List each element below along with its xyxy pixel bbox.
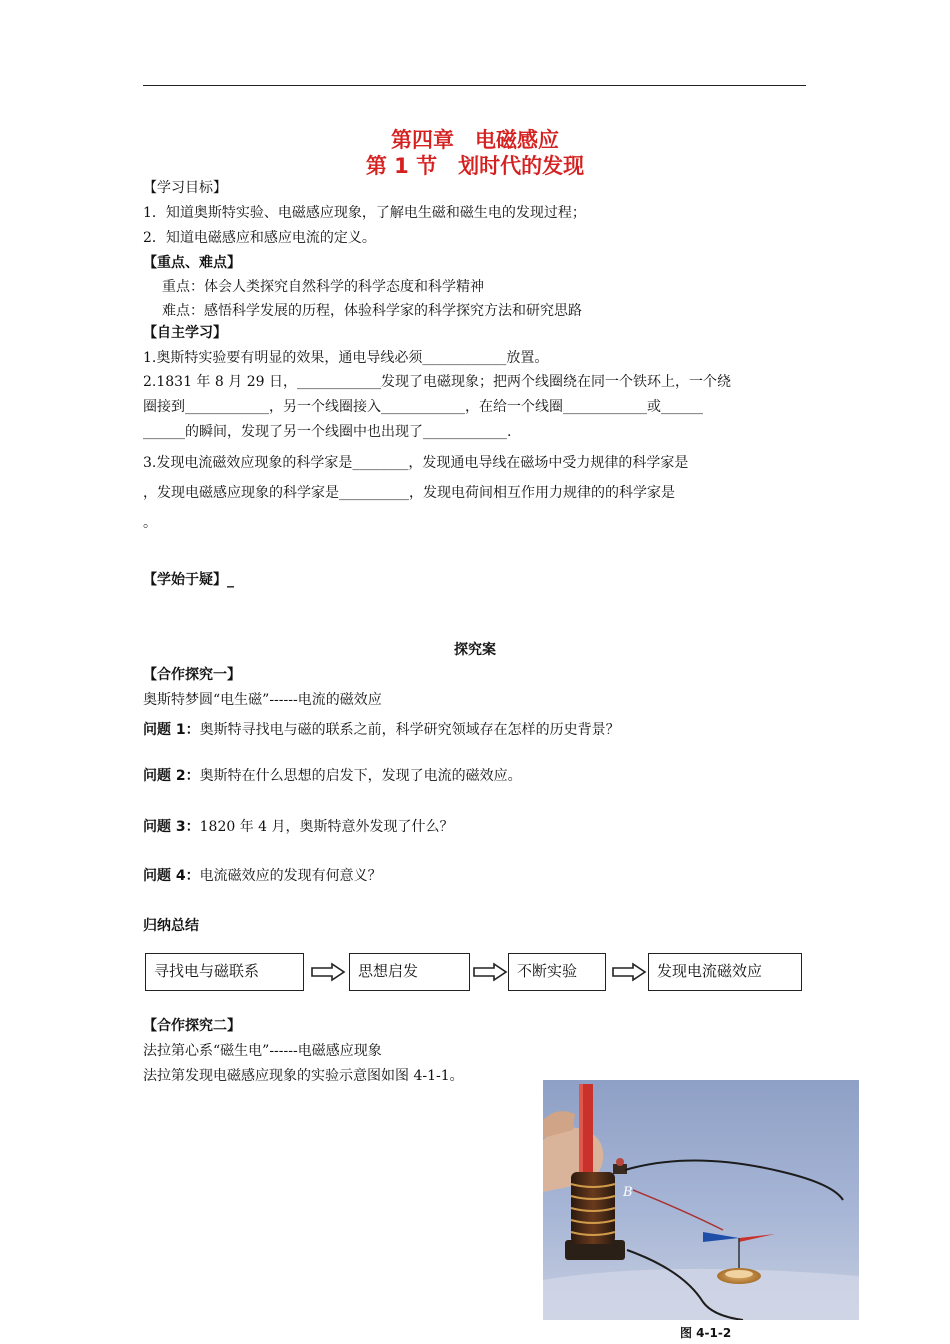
- self-study-question-2-line-3: ______的瞬间，发现了另一个线圈中也出现了____________.: [143, 424, 512, 440]
- inquiry-part-1-heading: 【合作探究一】: [143, 667, 241, 683]
- inquiry-part-2-subtitle: 法拉第心系“磁生电”------电磁感应现象: [143, 1043, 382, 1059]
- question-3-text: 1820 年 4 月，奥斯特意外发现了什么？: [199, 819, 454, 835]
- question-4-text: 电流磁效应的发现有何意义？: [199, 868, 382, 884]
- faraday-experiment-photo: [543, 1080, 859, 1320]
- goals-heading: 【学习目标】: [143, 180, 227, 196]
- chapter-title: 第四章 电磁感应: [391, 128, 559, 152]
- self-study-question-3-line-1: 3.发现电流磁效应现象的科学家是________，发现通电导线在磁场中受力规律的科学家是: [143, 455, 689, 471]
- question-1-text: 奥斯特寻找电与磁的联系之前，科学研究领域存在怎样的历史背景？: [199, 722, 620, 738]
- header-rule: [143, 85, 806, 86]
- flow-arrow-icon: [611, 962, 647, 982]
- self-study-heading: 【自主学习】: [143, 325, 227, 341]
- key-points-heading: 【重点、难点】: [143, 255, 241, 271]
- self-study-question-2-line-2: 圈接到____________，另一个线圈接入____________，在给一个线圈____________或______: [143, 399, 703, 415]
- section-title: 第 1 节 划时代的发现: [365, 154, 585, 178]
- self-study-question-1: 1.奥斯特实验要有明显的效果，通电导线必须____________放置。: [143, 350, 549, 366]
- goal-item-1: 1．知道奥斯特实验、电磁感应现象，了解电生磁和磁生电的发现过程；: [143, 205, 586, 221]
- self-study-question-3-line-3: 。: [143, 515, 157, 531]
- flow-step-2: 思想启发: [349, 953, 470, 991]
- flow-step-3: 不断实验: [508, 953, 606, 991]
- self-study-question-2-line-1: 2.1831 年 8 月 29 日，____________发现了电磁现象；把两个线圈绕在同一个铁环上，一个绕: [143, 374, 731, 390]
- summary-heading: 归纳总结: [143, 918, 199, 934]
- figure-label-b: B: [623, 1185, 633, 1200]
- flow-arrow-icon: [310, 962, 346, 982]
- question-2-label: 问题 2：: [143, 768, 200, 784]
- inquiry-part-1-subtitle: 奥斯特梦圆“电生磁”------电流的磁效应: [143, 692, 382, 708]
- question-3-label: 问题 3：: [143, 819, 200, 835]
- difficult-point-text: 难点：感悟科学发展的历程，体验科学家的科学探究方法和研究思路: [162, 303, 582, 319]
- flow-arrow-icon: [472, 962, 508, 982]
- question-4-label: 问题 4：: [143, 868, 200, 884]
- goal-item-2: 2．知道电磁感应和感应电流的定义。: [143, 230, 376, 246]
- inquiry-title: 探究案: [454, 642, 496, 658]
- doubts-heading: 【学始于疑】_: [143, 572, 234, 588]
- flow-step-1: 寻找电与磁联系: [145, 953, 304, 991]
- question-3: [143, 817, 454, 837]
- inquiry-part-2-text: 法拉第发现电磁感应现象的实验示意图如图 4-1-1。: [143, 1068, 464, 1084]
- figure-caption: 图 4-1-2: [680, 1326, 732, 1340]
- flow-step-4: 发现电流磁效应: [648, 953, 802, 991]
- question-2: [143, 766, 522, 786]
- question-4: [143, 866, 382, 886]
- question-2-text: 奥斯特在什么思想的启发下，发现了电流的磁效应。: [199, 768, 522, 784]
- question-1-label: 问题 1：: [143, 722, 200, 738]
- question-1: [143, 720, 620, 740]
- key-point-text: 重点：体会人类探究自然科学的科学态度和科学精神: [162, 279, 484, 295]
- inquiry-part-2-heading: 【合作探究二】: [143, 1018, 241, 1034]
- self-study-question-3-line-2: ，发现电磁感应现象的科学家是__________，发现电荷间相互作用力规律的的科学家是: [143, 485, 675, 501]
